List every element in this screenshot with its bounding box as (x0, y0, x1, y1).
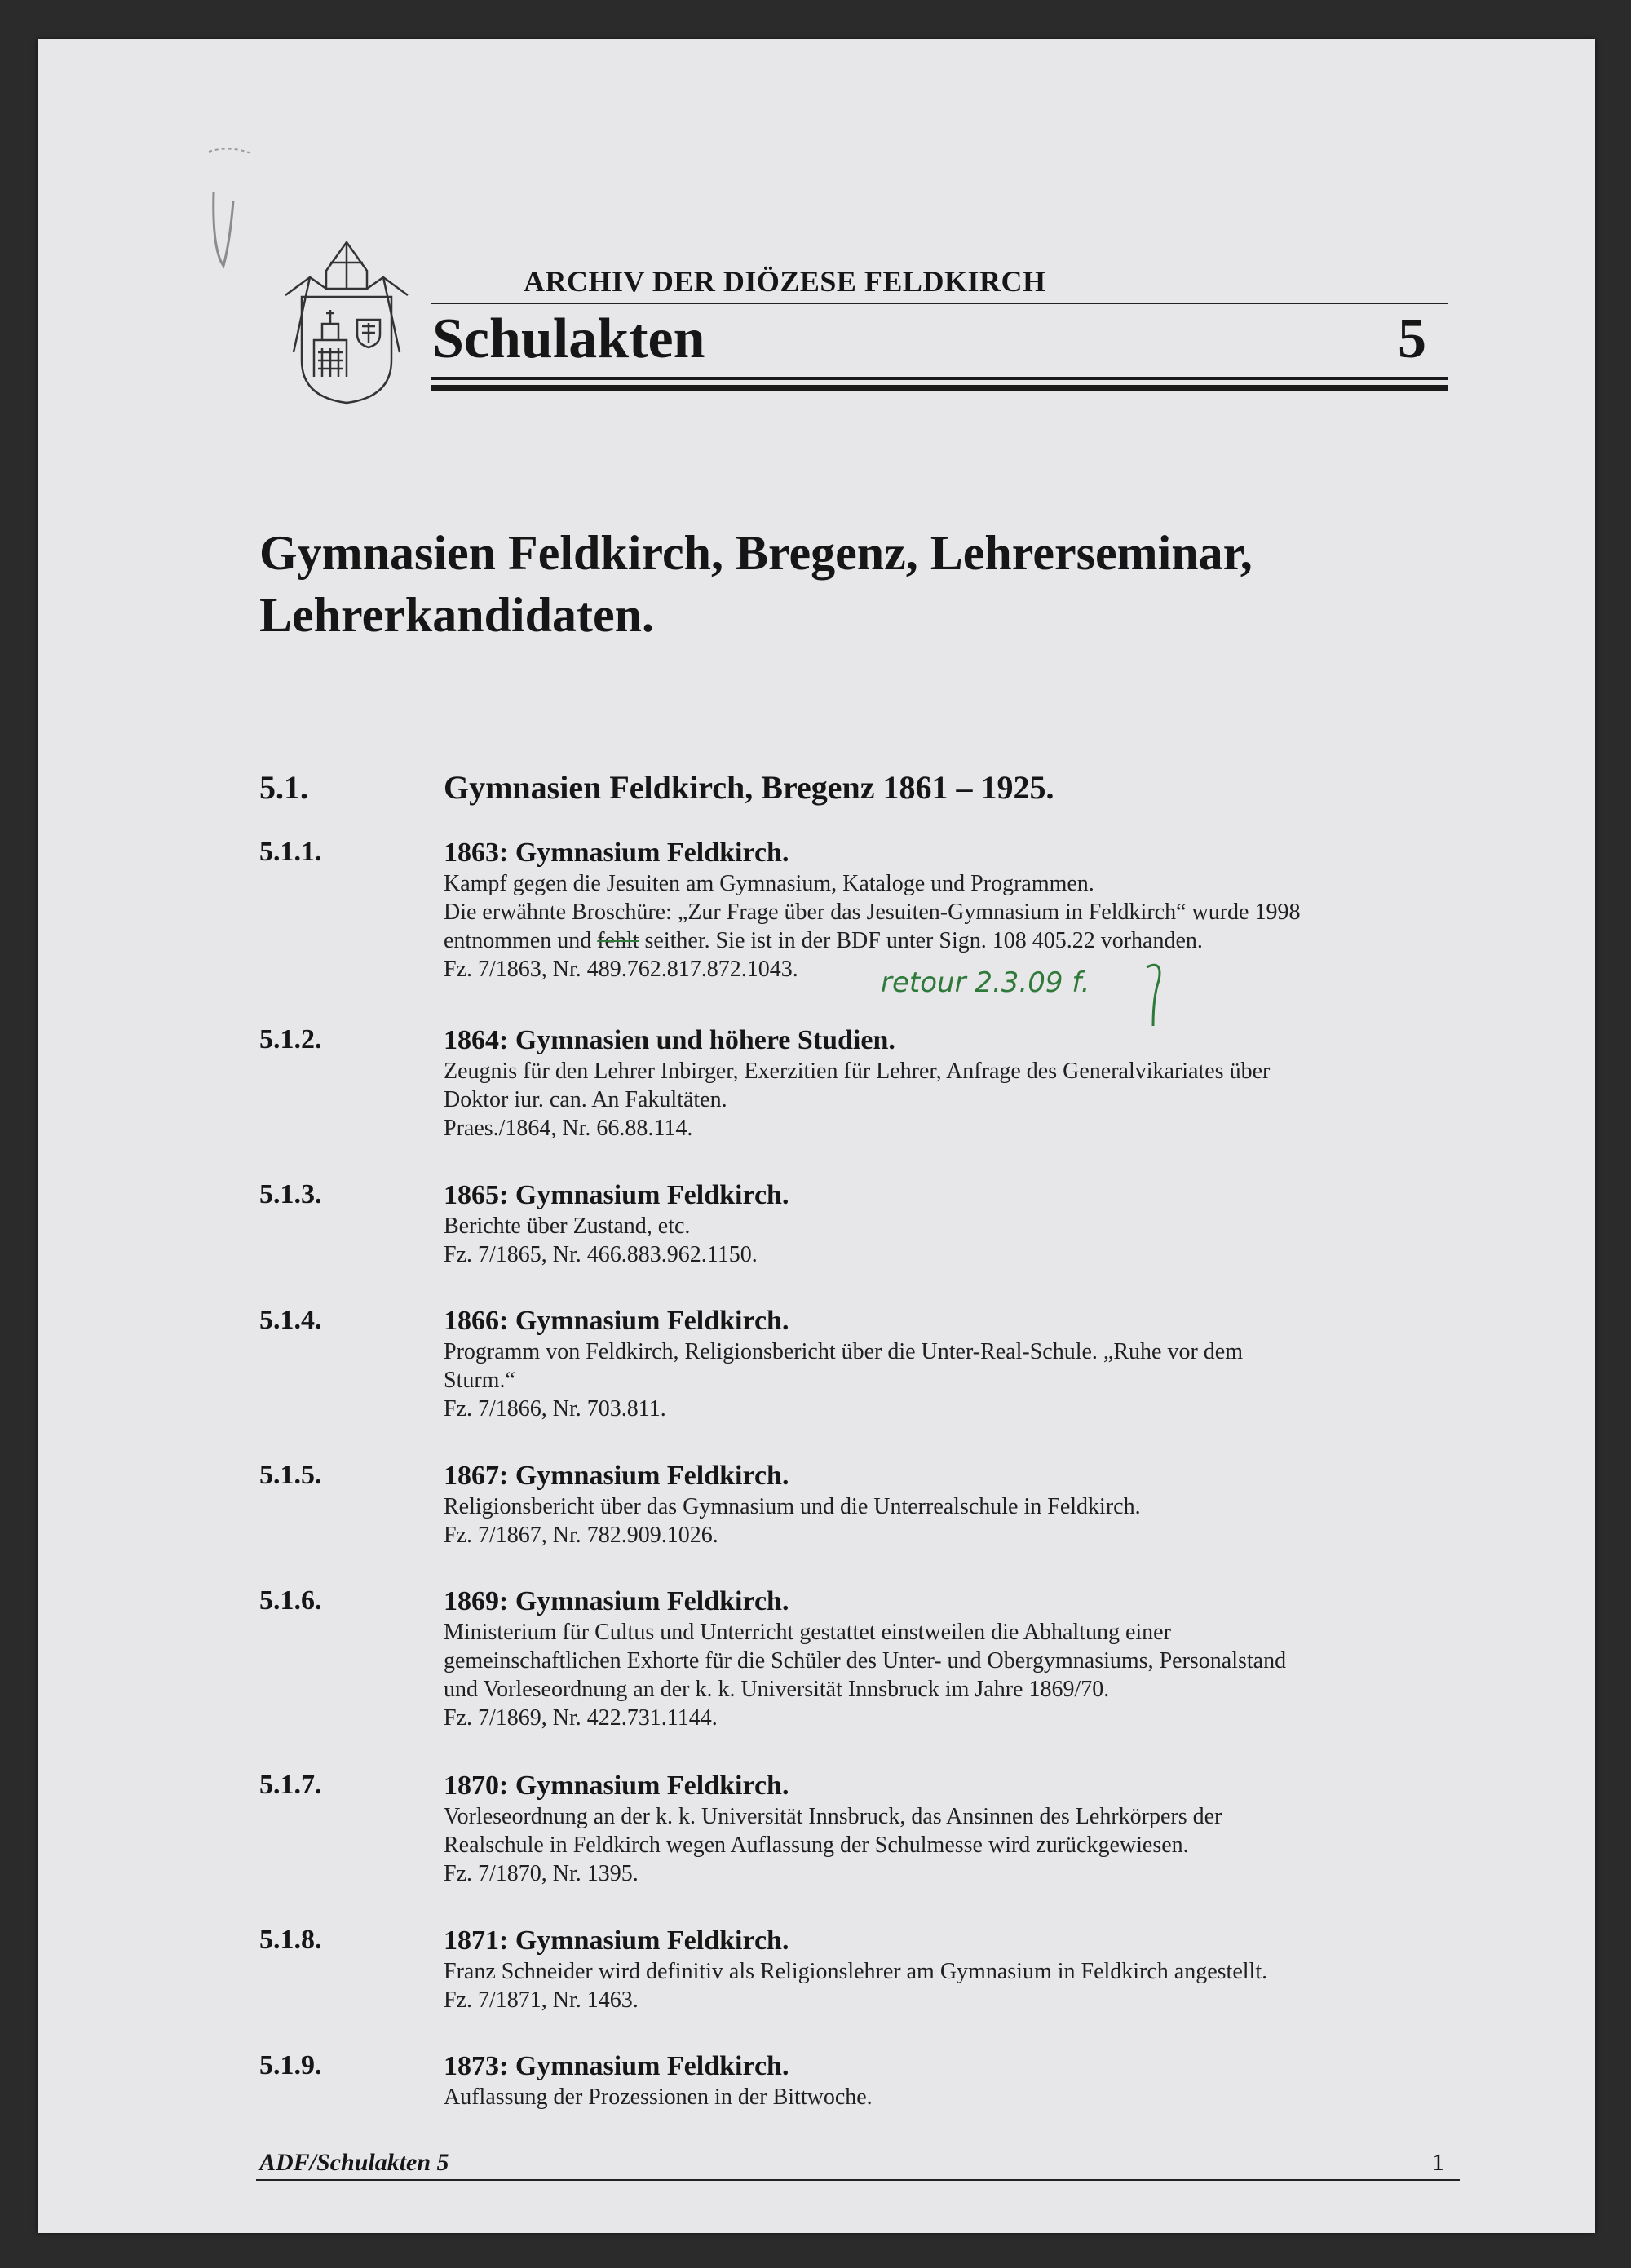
entry-line: Sturm.“ (444, 1368, 515, 1393)
entry-reference: Fz. 7/1865, Nr. 466.883.962.1150. (444, 1242, 758, 1267)
entry-line: Kampf gegen die Jesuiten am Gymnasium, Kataloge und Programmen. (444, 871, 1094, 896)
punch-hole-mark (201, 144, 258, 274)
document-title: Schulakten (432, 307, 705, 370)
entry-line: Realschule in Feldkirch wegen Auflassung der Schulmesse wird zurückgewiesen. (444, 1833, 1189, 1858)
entry-line: Religionsbericht über das Gymnasium und die Unterrealschule in Feldkirch. (444, 1494, 1141, 1519)
handwritten-note (877, 956, 1204, 1029)
entry-line: Vorleseordnung an der k. k. Universität Innsbruck, das Ansinnen des Lehrkörpers der (444, 1804, 1222, 1829)
entry-line: Ministerium für Cultus und Unterricht gestattet einstweilen die Abhaltung einer (444, 1620, 1171, 1645)
footer-rule (256, 2179, 1460, 2181)
page-number: 1 (1432, 2149, 1444, 2176)
entry-title: 1864: Gymnasien und höhere Studien. (444, 1025, 895, 1055)
entry-number: 5.1.6. (259, 1585, 322, 1616)
entry-title: 1866: Gymnasium Feldkirch. (444, 1306, 789, 1336)
entry-number: 5.1.7. (259, 1770, 322, 1800)
entry-number: 5.1.1. (259, 837, 322, 867)
entry-line: Auflassung der Prozessionen in der Bittwoche. (444, 2085, 873, 2110)
entry-reference: Fz. 7/1867, Nr. 782.909.1026. (444, 1523, 718, 1548)
header-rule-bottom (431, 377, 1448, 380)
entry-number: 5.1.3. (259, 1179, 322, 1209)
footer-reference: ADF/Schulakten 5 (259, 2149, 449, 2176)
main-heading-line-2: Lehrerkandidaten. (259, 588, 654, 642)
entry-number: 5.1.8. (259, 1925, 322, 1955)
entry-line: gemeinschaftlichen Exhorte für die Schüler des Unter- und Obergymnasiums, Personalstand (444, 1648, 1287, 1673)
main-heading (259, 522, 1483, 646)
entry-line: Programm von Feldkirch, Religionsbericht über die Unter-Real-Schule. „Ruhe vor dem (444, 1339, 1243, 1364)
archive-name: ARCHIV DER DIÖZESE FELDKIRCH (524, 265, 1046, 298)
entry-number: 5.1.9. (259, 2050, 322, 2080)
entry-number: 5.1.4. (259, 1305, 322, 1335)
diocese-coat-of-arms-logo (277, 238, 416, 406)
entry-title: 1873: Gymnasium Feldkirch. (444, 2051, 789, 2081)
text-segment: entnommen und (444, 928, 598, 953)
header-rule-top (431, 303, 1448, 304)
entry-title: 1863: Gymnasium Feldkirch. (444, 838, 789, 868)
text-segment: seither. Sie ist in der BDF unter Sign. 108 405.22 vorhanden. (639, 928, 1203, 953)
main-heading-line-1: Gymnasien Feldkirch, Bregenz, Lehrerseminar, (259, 526, 1253, 580)
entry-title: 1869: Gymnasium Feldkirch. (444, 1586, 789, 1616)
entry-title: 1867: Gymnasium Feldkirch. (444, 1461, 789, 1491)
entry-line: und Vorleseordnung an der k. k. Universität Innsbruck im Jahre 1869/70. (444, 1677, 1110, 1702)
handwritten-note-text: retour 2.3.09 f. (881, 966, 1090, 999)
entry-reference: Fz. 7/1870, Nr. 1395. (444, 1861, 639, 1886)
entry-line: Zeugnis für den Lehrer Inbirger, Exerzitien für Lehrer, Anfrage des Generalvikariates über (444, 1059, 1271, 1084)
entry-line: Die erwähnte Broschüre: „Zur Frage über das Jesuiten-Gymnasium in Feldkirch“ wurde 1998 (444, 900, 1301, 925)
entry-number: 5.1.2. (259, 1024, 322, 1054)
document-page (38, 39, 1595, 2233)
entry-line: Doktor iur. can. An Fakultäten. (444, 1087, 727, 1112)
entry-line: Franz Schneider wird definitiv als Religionslehrer am Gymnasium in Feldkirch angestellt. (444, 1959, 1268, 1984)
header-rule-bottom-thick (431, 385, 1448, 391)
entry-number: 5.1.5. (259, 1460, 322, 1490)
volume-number: 5 (1398, 307, 1426, 370)
section-number: 5.1. (259, 769, 308, 806)
entry-reference: Fz. 7/1869, Nr. 422.731.1144. (444, 1705, 718, 1731)
entry-reference: Fz. 7/1866, Nr. 703.811. (444, 1396, 666, 1421)
entry-reference: Fz. 7/1871, Nr. 1463. (444, 1987, 639, 2013)
entry-reference: Praes./1864, Nr. 66.88.114. (444, 1116, 693, 1141)
entry-line: Berichte über Zustand, etc. (444, 1214, 691, 1239)
entry-title: 1865: Gymnasium Feldkirch. (444, 1180, 789, 1210)
entry-title: 1870: Gymnasium Feldkirch. (444, 1771, 789, 1801)
entry-reference: Fz. 7/1863, Nr. 489.762.817.872.1043. (444, 957, 798, 982)
entry-title: 1871: Gymnasium Feldkirch. (444, 1925, 789, 1956)
entry-line-with-strike (444, 926, 1463, 955)
struck-word: fehlt (597, 928, 639, 953)
section-title: Gymnasien Feldkirch, Bregenz 1861 – 1925. (444, 769, 1054, 806)
